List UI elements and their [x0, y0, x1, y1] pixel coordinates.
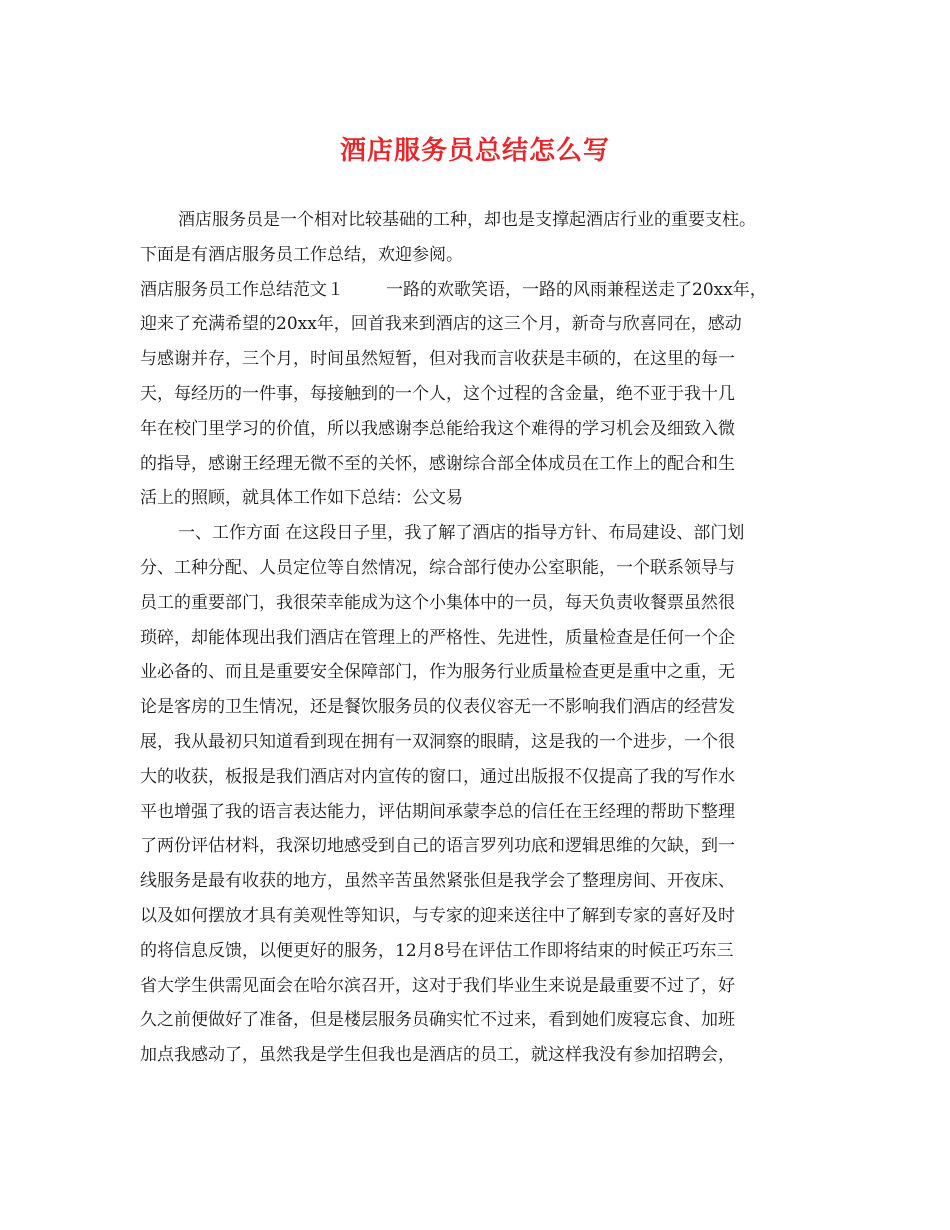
sample-line: 迎来了充满希望的20xx年，回首我来到酒店的这三个月，新奇与欣喜同在，感动: [140, 314, 742, 335]
section1-line: 分、工种分配、人员定位等自然情况，综合部行使办公室职能，一个联系领导与: [140, 557, 735, 578]
section1-line: 员工的重要部门，我很荣幸能成为这个小集体中的一员，每天负责收餐票虽然很: [140, 592, 735, 613]
sample-line: 与感谢并存，三个月，时间虽然短暂，但对我而言收获是丰硕的，在这里的每一: [140, 349, 735, 370]
sample-line: 的指导，感谢王经理无微不至的关怀，感谢综合部全体成员在工作上的配合和生: [140, 453, 735, 474]
sample-line: 活上的照顾，就具体工作如下总结：公文易: [140, 488, 463, 509]
section1-line: 琐碎，却能体现出我们酒店在管理上的严格性、先进性，质量检查是任何一个企: [140, 627, 735, 648]
intro-line-1: 酒店服务员是一个相对比较基础的工种，却也是支撑起酒店行业的重要支柱。: [178, 210, 756, 230]
sample-first-line-text: 一路的欢歌笑语，一路的风雨兼程送走了20xx年，: [386, 279, 767, 300]
sample-first-line: [140, 273, 810, 308]
sample-line: 年在校门里学习的价值，所以我感谢李总能给我这个难得的学习机会及细致入微: [140, 418, 735, 439]
section1-line: 平也增强了我的语言表达能力，评估期间承蒙李总的信任在王经理的帮助下整理: [140, 801, 735, 822]
section1-first-line: 一、工作方面 在这段日子里，我了解了酒店的指导方针、布局建设、部门划: [178, 523, 745, 544]
section1-line: 省大学生供需见面会在哈尔滨召开，这对于我们毕业生来说是最重要不过了，好: [140, 975, 735, 996]
document-title: 酒店服务员总结怎么写: [339, 136, 610, 166]
sample-line: 天，每经历的一件事，每接触到的一个人，这个过程的含金量，绝不亚于我十几: [140, 383, 735, 404]
document-body: [140, 203, 810, 1073]
section1-line: 业必备的、而且是重要安全保障部门，作为服务行业质量检查更是重中之重，无: [140, 662, 735, 683]
section1-line: 以及如何摆放才具有美观性等知识，与专家的迎来送往中了解到专家的喜好及时: [140, 905, 735, 926]
section1-line: 了两份评估材料，我深切地感受到自己的语言罗列功底和逻辑思维的欠缺，到一: [140, 836, 735, 857]
section1-line: 大的收获，板报是我们酒店对内宣传的窗口，通过出版报不仅提高了我的写作水: [140, 766, 735, 787]
intro-line-2: 下面是有酒店服务员工作总结，欢迎参阅。: [140, 244, 463, 265]
section1-line: 的将信息反馈，以便更好的服务，12月8号在评估工作即将结束的时候正巧东三: [140, 940, 734, 961]
section1-line: 线服务是最有收获的地方，虽然辛苦虽然紧张但是我学会了整理房间、开夜床、: [140, 871, 735, 892]
section1-line: 论是客房的卫生情况，还是餐饮服务员的仪表仪容无一不影响我们酒店的经营发: [140, 697, 735, 718]
section1-line: 久之前便做好了准备，但是楼层服务员确实忙不过来，看到她们废寝忘食、加班: [140, 1010, 735, 1031]
section1-line: 展，我从最初只知道看到现在拥有一双洞察的眼睛，这是我的一个进步，一个很: [140, 731, 735, 752]
section1-line: 加点我感动了，虽然我是学生但我也是酒店的员工，就这样我没有参加招聘会，: [140, 1045, 735, 1066]
sample-label: 酒店服务员工作总结范文１: [140, 279, 344, 300]
